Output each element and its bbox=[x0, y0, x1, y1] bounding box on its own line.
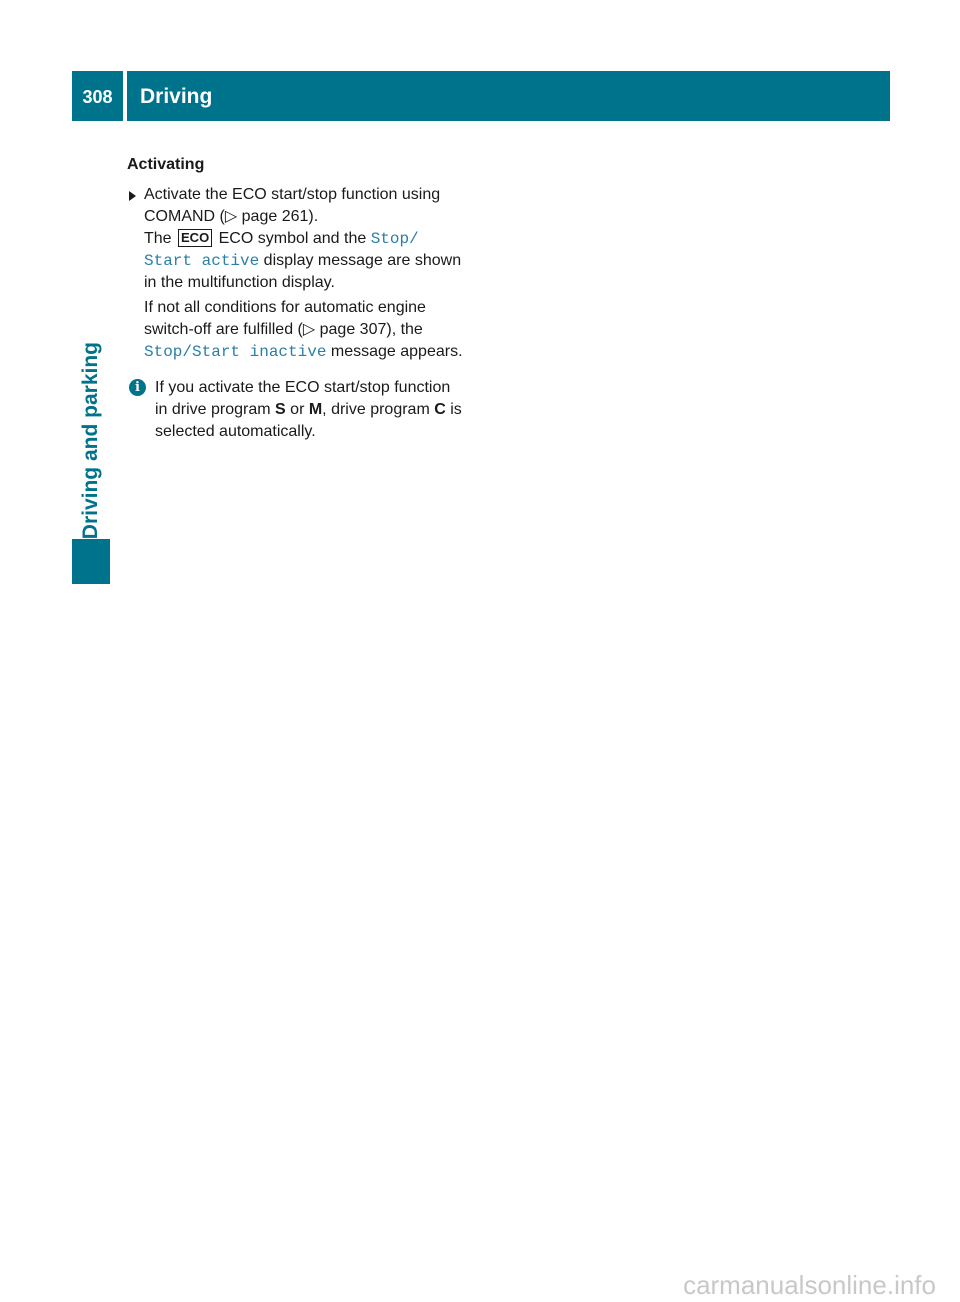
note-text1: If you activate the ECO start/stop function in drive program bbox=[155, 379, 451, 418]
instruction-step bbox=[127, 184, 467, 294]
program-m: M bbox=[308, 401, 323, 418]
display-message-inactive: Stop/Start inactive bbox=[144, 343, 327, 361]
eco-symbol-icon: ECO bbox=[178, 229, 212, 247]
page-ref-arrow-icon-2: ▷ bbox=[302, 321, 316, 338]
conditions-paragraph bbox=[127, 297, 467, 363]
step-eco-text: ECO symbol and the bbox=[214, 230, 371, 247]
step-arrow-icon bbox=[129, 191, 136, 201]
page-ref-arrow-icon: ▷ bbox=[224, 208, 238, 225]
page-title: Driving bbox=[140, 85, 213, 108]
note-text3: is selected automatically. bbox=[155, 401, 462, 440]
para2-after-inactive: message appears. bbox=[326, 343, 463, 360]
step-after-active: display message are shown in the multifunction display. bbox=[144, 252, 462, 291]
side-tab-label: Driving and parking bbox=[79, 341, 102, 539]
note-text2: , drive program bbox=[322, 401, 435, 418]
program-s: S bbox=[275, 401, 286, 418]
step-line1: Activate the ECO start/stop function using COMAND ( bbox=[144, 186, 441, 225]
side-tab-block bbox=[72, 539, 110, 584]
note-text bbox=[155, 377, 467, 443]
note-or: or bbox=[285, 401, 309, 418]
page-ref-307: page 307), the bbox=[315, 321, 423, 338]
para2-text1: If not all conditions for automatic engine switch-off are fulfilled ( bbox=[144, 299, 426, 338]
side-tab-label-wrap bbox=[72, 121, 110, 539]
page-ref-261: page 261). bbox=[237, 208, 319, 225]
section-heading: Activating bbox=[127, 156, 205, 173]
main-content bbox=[127, 154, 467, 443]
info-note bbox=[127, 377, 467, 443]
info-icon: i bbox=[129, 379, 146, 396]
step-text bbox=[144, 184, 467, 294]
step-the: The bbox=[144, 230, 177, 247]
header-divider bbox=[123, 71, 127, 121]
display-message-active: Stop/ Start active bbox=[144, 230, 419, 270]
watermark: carmanualsonline.info bbox=[683, 1270, 936, 1300]
page-number: 308 bbox=[82, 87, 113, 107]
program-c: C bbox=[434, 401, 446, 418]
